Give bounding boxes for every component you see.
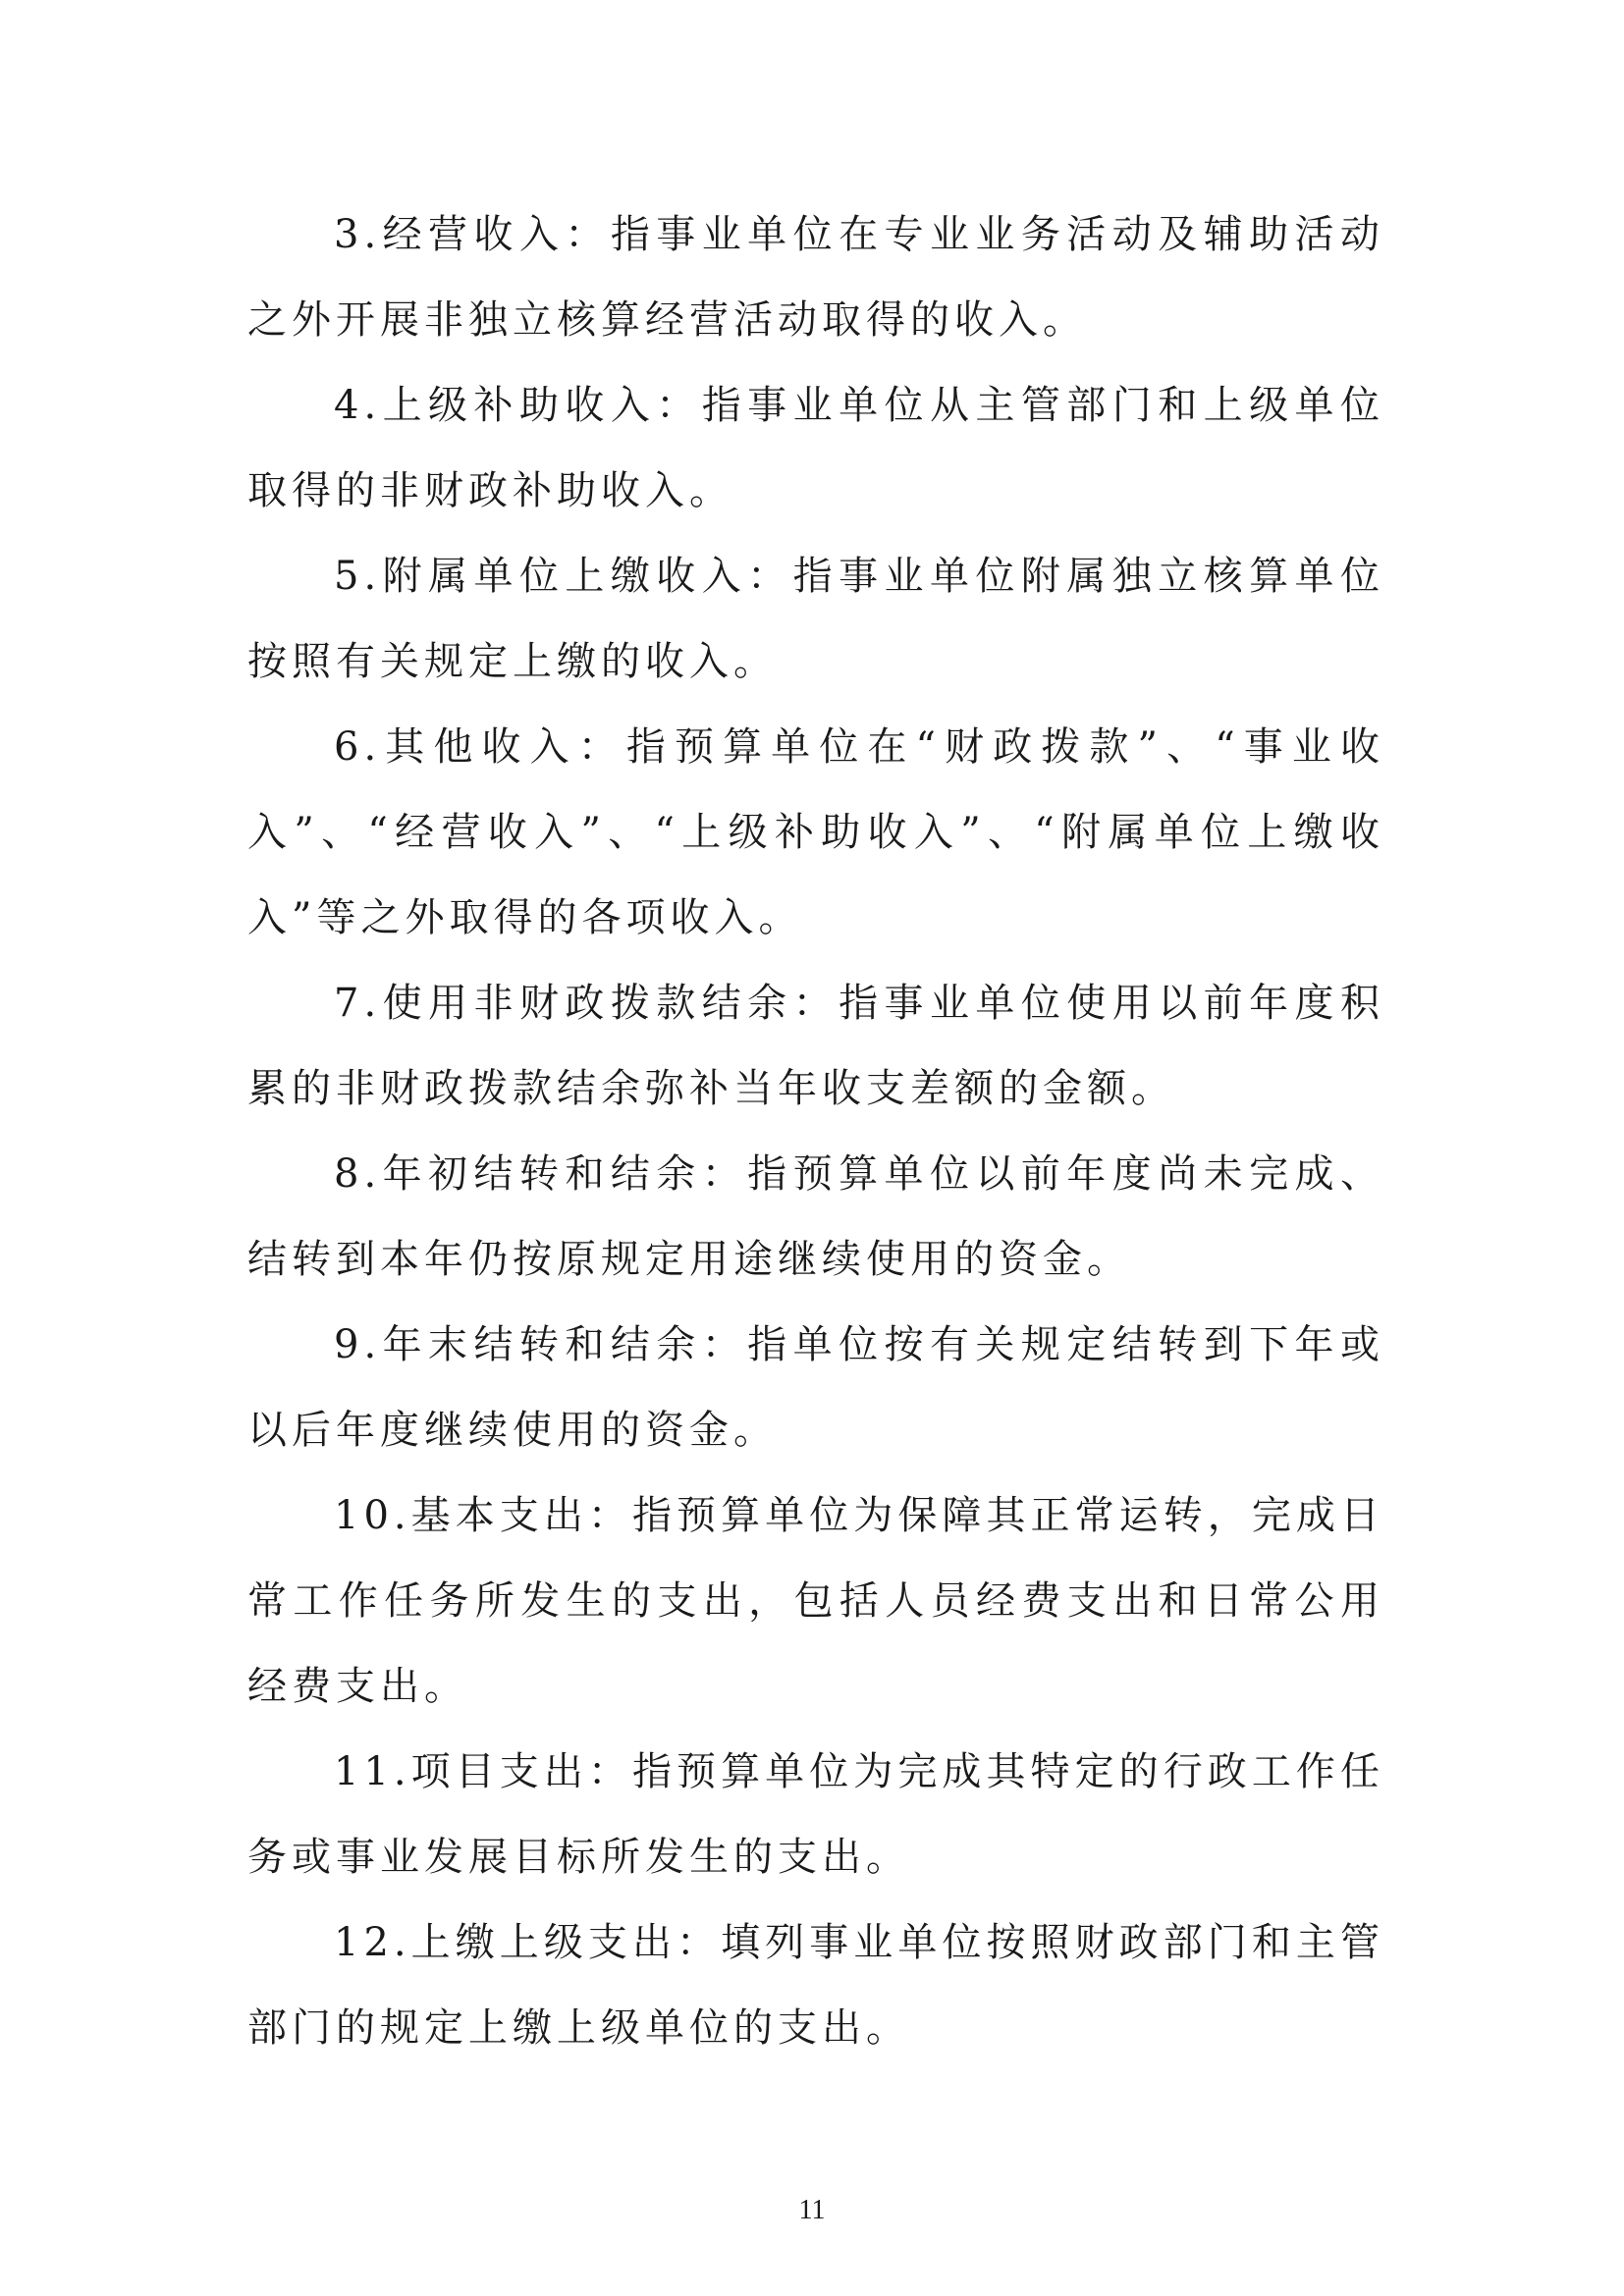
document-body xyxy=(247,192,1384,2071)
page-number: 11 xyxy=(798,2195,826,2225)
paragraph-superior-payment-expenditure: 12.上缴上级支出：填列事业单位按照财政部门和主管部门的规定上缴上级单位的支出。 xyxy=(247,1920,1384,2051)
paragraph-superior-subsidy-income: 4.上级补助收入：指事业单位从主管部门和上级单位取得的非财政补助收入。 xyxy=(247,383,1384,513)
paragraph-project-expenditure: 11.项目支出：指预算单位为完成其特定的行政工作任务或事业发展目标所发生的支出。 xyxy=(247,1749,1384,1880)
paragraph-other-income: 6.其他收入：指预算单位在“财政拨款”、“事业收入”、“经营收入”、“上级补助收入”、“附属单位上缴收入”等之外取得的各项收入。 xyxy=(247,724,1384,940)
paragraph-beginning-carryover: 8.年初结转和结余：指预算单位以前年度尚未完成、结转到本年仍按原规定用途继续使用的资金。 xyxy=(247,1151,1384,1282)
paragraph-operating-income: 3.经营收入：指事业单位在专业业务活动及辅助活动之外开展非独立核算经营活动取得的收入。 xyxy=(247,212,1384,343)
paragraph-ending-carryover: 9.年末结转和结余：指单位按有关规定结转到下年或以后年度继续使用的资金。 xyxy=(247,1322,1384,1453)
paragraph-basic-expenditure: 10.基本支出：指预算单位为保障其正常运转，完成日常工作任务所发生的支出，包括人员经费支出和日常公用经费支出。 xyxy=(247,1493,1384,1709)
paragraph-affiliated-unit-income: 5.附属单位上缴收入：指事业单位附属独立核算单位按照有关规定上缴的收入。 xyxy=(247,554,1384,684)
paragraph-non-fiscal-surplus: 7.使用非财政拨款结余：指事业单位使用以前年度积累的非财政拨款结余弥补当年收支差额的金额。 xyxy=(247,981,1384,1111)
